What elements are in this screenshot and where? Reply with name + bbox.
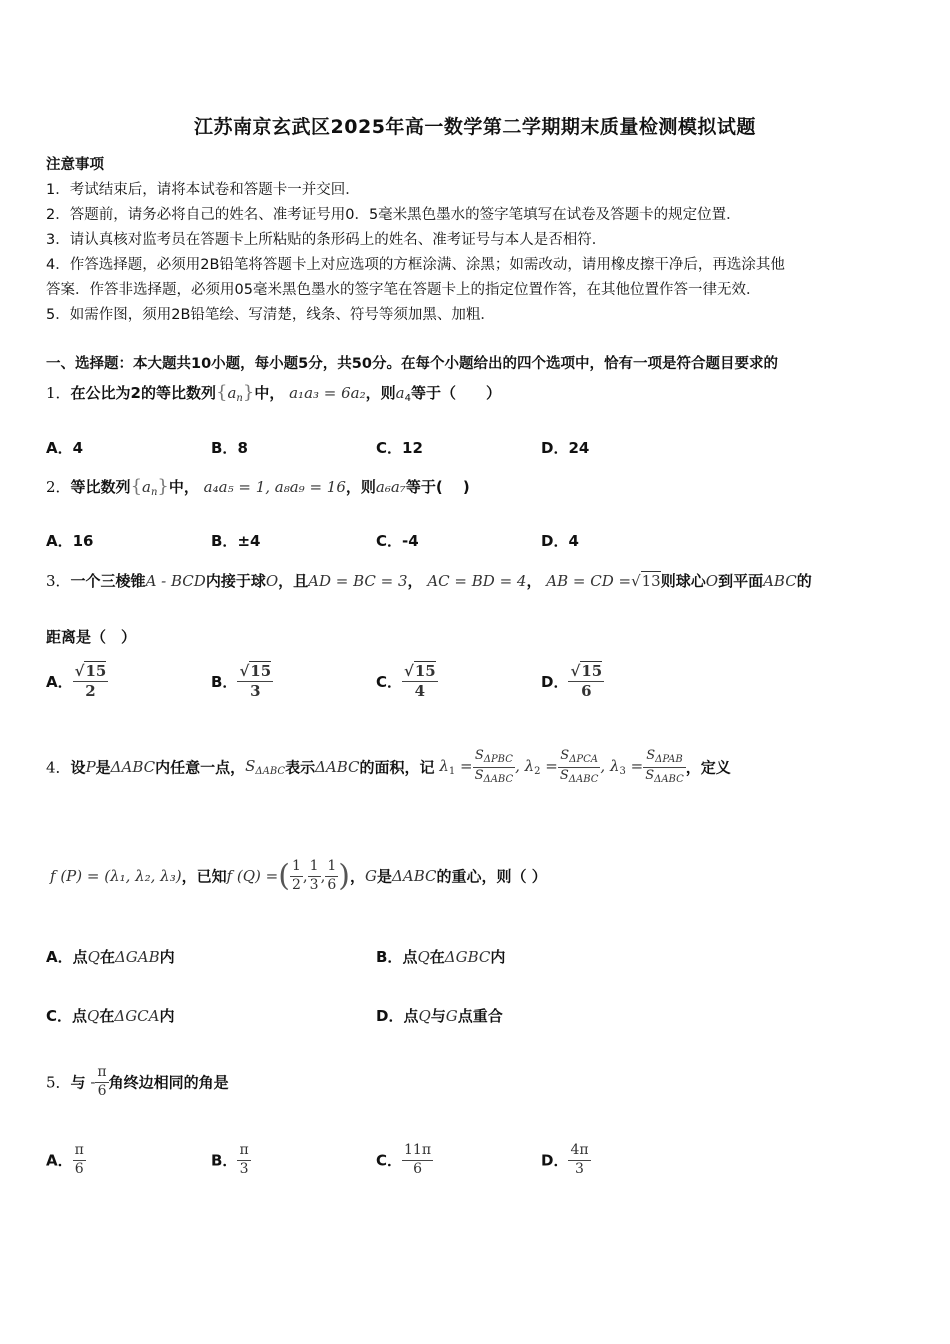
question-3-continued: 距离是（ ） (46, 628, 137, 646)
question-number: 3． (46, 572, 71, 590)
question-5: 5．与 - $\frac{\pi}{6}$ 角终边相同的角是 (46, 1064, 229, 1099)
option-b: B．8 (211, 439, 248, 457)
question-4: 4．设P是ΔABC内任意一点，$S_{\Delta ABC}$表示ΔABC的面积，记 $\lambda_1$ = $\frac{S_{\Delta PBC}}{S_{\Delta ABC}}$ , $\lambda_2$ = $\frac{S_{\Delta PCA}}{S_{\Delta ABC}}$ , $\lambda_3$ = $\frac{S_{\Delta PAB}}{S_{\Delta ABC}}$ ，定义 (46, 748, 731, 785)
exam-title: 江苏南京玄武区2025年高一数学第二学期期末质量检测模拟试题 (194, 116, 756, 138)
question-3: 3．一个三棱锥A - BCD内接于球O，且AD = BC = 3， AC = BD = 4， AB = CD =√13则球心O到平面ABC的 (46, 572, 812, 590)
math-condition: a₁a₃ = 6a₂ (289, 384, 366, 402)
option-d: D． $\frac{√15}{6}$ (541, 662, 603, 700)
option-c: C．12 (376, 439, 423, 457)
notice-item: 5．如需作图，须用2B铅笔绘、写清楚，线条、符号等须加黑、加粗． (46, 307, 495, 323)
option-a: A．16 (46, 532, 94, 550)
option-b: B． $\frac{√15}{3}$ (211, 662, 272, 700)
option-d: D．4 (541, 532, 579, 550)
question-number: 5． (46, 1073, 71, 1092)
option-b: B．±4 (211, 532, 261, 550)
question-4-definition: f (P) = (λ₁, λ₂, λ₃)，已知f (Q) =( $\frac{1}{2}$ , $\frac{1}{3}$ , $\frac{1}{6}$ )，G是ΔABC的重心，则（ ） (50, 858, 547, 894)
option-b: B．点Q在ΔGBC内 (376, 948, 506, 966)
notice-item: 2．答题前，请务必将自己的姓名、准考证号用0．5毫米黑色墨水的签字笔填写在试卷及答题卡的规定位置． (46, 207, 741, 223)
section-heading: 一、选择题：本大题共10小题，每小题5分，共50分。在每个小题给出的四个选项中，恰有一项是符合题目要求的 (46, 356, 778, 372)
option-b: B． $\frac{\pi}{3}$ (211, 1142, 249, 1177)
option-d: D．点Q与G点重合 (376, 1007, 503, 1025)
notice-heading: 注意事项 (46, 157, 104, 173)
option-a: A． $\frac{√15}{2}$ (46, 662, 107, 700)
question-number: 1． (46, 384, 71, 402)
question-1: 1．在公比为2的等比数列$\{a_n\}$中， a₁a₃ = 6a₂，则$a_4$等于（ ） (46, 382, 501, 404)
math-condition: a₄a₅ = 1, a₈a₉ = 16 (203, 478, 346, 496)
notice-item: 4．作答选择题，必须用2B铅笔将答题卡上对应选项的方框涂满、涂黑；如需改动，请用橡皮擦干净后，再选涂其他 (46, 257, 785, 273)
question-number: 4． (46, 758, 71, 777)
notice-item: 答案．作答非选择题，必须用05毫米黑色墨水的签字笔在答题卡上的指定位置作答，在其他位置作答一律无效． (46, 282, 761, 298)
option-a: A．点Q在ΔGAB内 (46, 948, 175, 966)
option-d: D． $\frac{4\pi}{3}$ (541, 1142, 589, 1177)
option-c: C．点Q在ΔGCA内 (46, 1007, 175, 1025)
notice-item: 1．考试结束后，请将本试卷和答题卡一并交回． (46, 182, 360, 198)
option-c: C． $\frac{11\pi}{6}$ (376, 1142, 432, 1177)
option-c: C． $\frac{√15}{4}$ (376, 662, 436, 700)
question-2: 2．等比数列$\{a_n\}$中， a₄a₅ = 1, a₈a₉ = 16，则a₆a₇等于( ) (46, 476, 470, 498)
option-a: A．4 (46, 439, 84, 457)
notice-item: 3．请认真核对监考员在答题卡上所粘贴的条形码上的姓名、准考证号与本人是否相符． (46, 232, 607, 248)
option-a: A． $\frac{\pi}{6}$ (46, 1142, 84, 1177)
option-c: C．-4 (376, 532, 419, 550)
question-number: 2． (46, 478, 71, 496)
option-d: D．24 (541, 439, 590, 457)
